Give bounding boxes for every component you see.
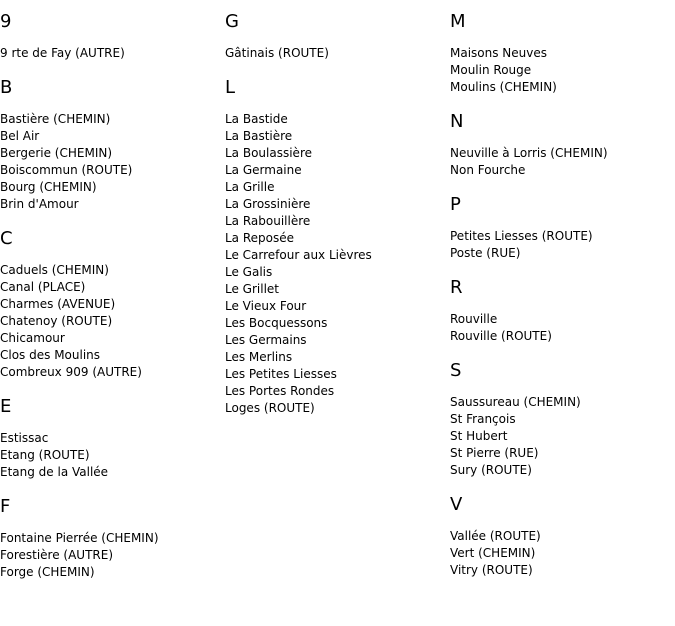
street-entry: La Bastide	[225, 112, 288, 126]
letter-section	[450, 278, 672, 345]
section-letter-heading: 9	[0, 11, 12, 32]
street-list	[0, 530, 222, 581]
street-entry: Le Vieux Four	[225, 299, 307, 313]
street-entry: Vert (CHEMIN)	[450, 546, 536, 560]
street-entry: Non Fourche	[450, 163, 526, 177]
letter-section	[450, 195, 672, 262]
section-letter-heading: N	[450, 111, 464, 132]
street-entry: Bergerie (CHEMIN)	[0, 146, 113, 160]
street-entry: Neuville à Lorris (CHEMIN)	[450, 146, 608, 160]
section-letter-heading: F	[0, 496, 11, 517]
street-list	[450, 311, 672, 345]
street-list	[0, 111, 222, 213]
letter-section	[0, 78, 222, 213]
section-letter-heading: R	[450, 277, 463, 298]
street-entry: Chicamour	[0, 331, 65, 345]
street-entry: St Pierre (RUE)	[450, 446, 539, 460]
street-entry: Caduels (CHEMIN)	[0, 263, 109, 277]
street-entry: St François	[450, 412, 516, 426]
street-entry: Estissac	[0, 431, 49, 445]
section-letter-heading: C	[0, 228, 13, 249]
letter-section	[0, 229, 222, 381]
street-entry: Rouville	[450, 312, 498, 326]
street-entry: Les Bocquessons	[225, 316, 328, 330]
street-entry: Forestière (AUTRE)	[0, 548, 114, 562]
street-entry: Le Grillet	[225, 282, 279, 296]
section-letter-heading: P	[450, 194, 461, 215]
letter-section	[0, 397, 222, 481]
section-letter-heading: G	[225, 11, 239, 32]
street-list	[450, 145, 672, 179]
street-entry: Rouville (ROUTE)	[450, 329, 552, 343]
street-entry: Moulins (CHEMIN)	[450, 80, 557, 94]
letter-section	[0, 497, 222, 581]
street-list	[0, 430, 222, 481]
letter-section	[450, 495, 672, 579]
section-letter-heading: B	[0, 77, 13, 98]
street-entry: La Grossinière	[225, 197, 311, 211]
street-entry: La Reposée	[225, 231, 295, 245]
street-entry: Sury (ROUTE)	[450, 463, 532, 477]
street-entry: Poste (RUE)	[450, 246, 521, 260]
index-column	[450, 0, 672, 579]
street-list	[450, 528, 672, 579]
street-entry: Canal (PLACE)	[0, 280, 86, 294]
street-entry: Boiscommun (ROUTE)	[0, 163, 133, 177]
street-entry: Le Carrefour aux Lièvres	[225, 248, 372, 262]
street-list	[0, 45, 222, 62]
letter-section	[225, 78, 447, 417]
street-entry: Les Germains	[225, 333, 307, 347]
letter-section	[450, 361, 672, 479]
street-entry: Le Galis	[225, 265, 273, 279]
street-entry: Moulin Rouge	[450, 63, 532, 77]
section-letter-heading: S	[450, 360, 462, 381]
street-entry: Gâtinais (ROUTE)	[225, 46, 329, 60]
street-entry: Bastière (CHEMIN)	[0, 112, 111, 126]
street-entry: Les Merlins	[225, 350, 293, 364]
index-column	[0, 0, 222, 581]
street-list	[0, 262, 222, 381]
street-entry: Forge (CHEMIN)	[0, 565, 95, 579]
street-entry: La Boulassière	[225, 146, 312, 160]
letter-section	[0, 12, 222, 62]
street-entry: Chatenoy (ROUTE)	[0, 314, 113, 328]
section-letter-heading: E	[0, 396, 12, 417]
street-entry: Clos des Moulins	[0, 348, 101, 362]
street-entry: Etang de la Vallée	[0, 465, 109, 479]
street-entry: Etang (ROUTE)	[0, 448, 90, 462]
street-list	[225, 45, 447, 62]
street-entry: Fontaine Pierrée (CHEMIN)	[0, 531, 159, 545]
street-list	[450, 228, 672, 262]
street-entry: Brin d'Amour	[0, 197, 79, 211]
street-entry: St Hubert	[450, 429, 508, 443]
street-entry: Bourg (CHEMIN)	[0, 180, 97, 194]
section-letter-heading: L	[225, 77, 236, 98]
street-entry: Bel Air	[0, 129, 40, 143]
section-letter-heading: V	[450, 494, 463, 515]
street-list	[225, 111, 447, 417]
street-entry: Maisons Neuves	[450, 46, 548, 60]
index-column	[225, 0, 447, 417]
street-entry: Les Portes Rondes	[225, 384, 335, 398]
street-entry: Combreux 909 (AUTRE)	[0, 365, 142, 379]
street-list	[450, 45, 672, 96]
letter-section	[450, 12, 672, 96]
letter-section	[450, 112, 672, 179]
street-entry: Petites Liesses (ROUTE)	[450, 229, 593, 243]
street-entry: Saussureau (CHEMIN)	[450, 395, 581, 409]
street-list	[450, 394, 672, 479]
street-entry: 9 rte de Fay (AUTRE)	[0, 46, 125, 60]
letter-section	[225, 12, 447, 62]
street-entry: La Germaine	[225, 163, 302, 177]
street-entry: La Rabouillère	[225, 214, 311, 228]
street-entry: Vitry (ROUTE)	[450, 563, 533, 577]
street-entry: Loges (ROUTE)	[225, 401, 315, 415]
section-letter-heading: M	[450, 11, 466, 32]
street-entry: La Bastière	[225, 129, 293, 143]
street-entry: La Grille	[225, 180, 275, 194]
street-entry: Les Petites Liesses	[225, 367, 337, 381]
street-entry: Charmes (AVENUE)	[0, 297, 116, 311]
street-entry: Vallée (ROUTE)	[450, 529, 541, 543]
